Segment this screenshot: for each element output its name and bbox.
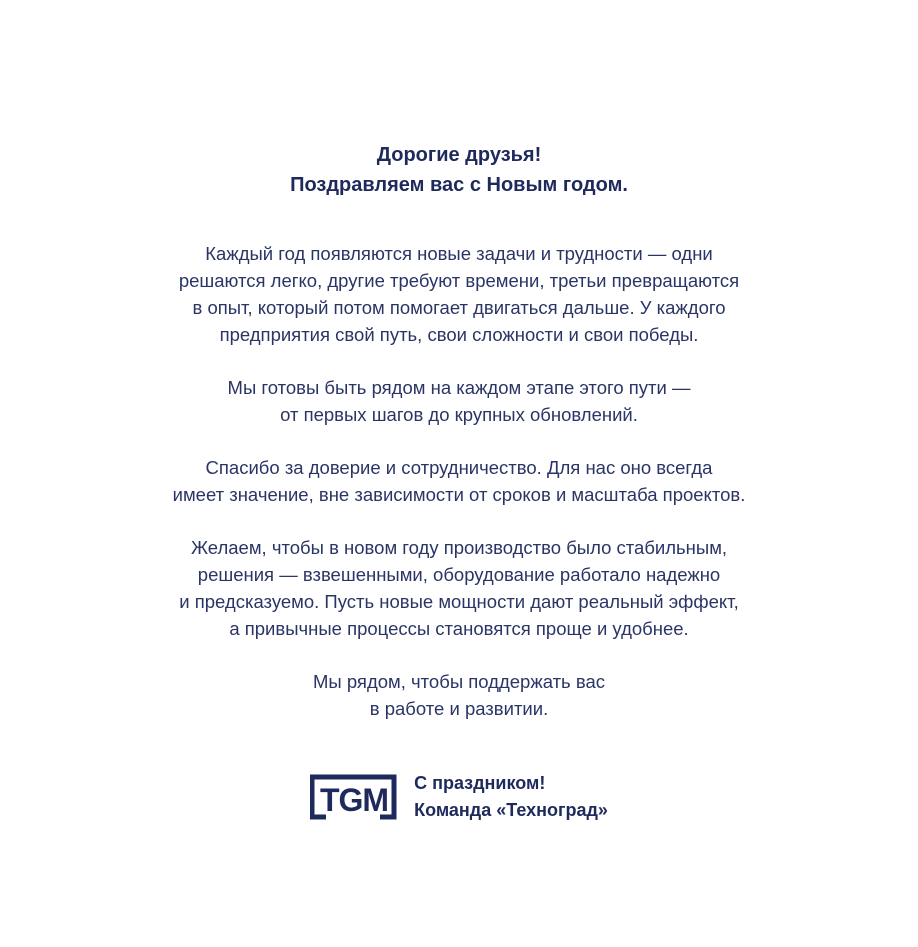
signature-block [0,770,918,824]
text-line: а привычные процессы становятся проще и удобнее. [229,618,689,639]
text-line: Мы готовы быть рядом на каждом этапе этого пути — [227,377,691,398]
svg-text:TGM: TGM [320,782,389,818]
paragraph-wishes [0,534,918,642]
greeting-heading [0,140,918,200]
tgm-logo [310,773,398,821]
signature-text [414,770,608,824]
text-line: и предсказуемо. Пусть новые мощности дают реальный эффект, [179,591,739,612]
paragraph-thanks [0,454,918,508]
text-line: Каждый год появляются новые задачи и трудности — одни [205,243,713,264]
signature-line-1: С праздником! [414,773,546,793]
text-line: в работе и развитии. [369,698,549,719]
greeting-line-2: Поздравляем вас с Новым годом. [290,174,628,196]
text-line: решения — взвешенными, оборудование работало надежно [197,564,721,585]
text-line: Спасибо за доверие и сотрудничество. Для нас оно всегда [205,457,713,478]
text-line: в опыт, который потом помогает двигаться дальше. У каждого [192,297,726,318]
text-line: Желаем, чтобы в новом году производство было стабильным, [190,537,728,558]
text-line: имеет значение, вне зависимости от сроков и масштаба проектов. [172,484,746,505]
text-line: Мы рядом, чтобы поддержать вас [313,671,605,692]
text-line: решаются легко, другие требуют времени, третьи превращаются [178,270,740,291]
text-line: предприятия свой путь, свои сложности и свои победы. [219,324,699,345]
greeting-line-1: Дорогие друзья! [376,144,542,166]
paragraph-challenges [0,240,918,348]
text-line: от первых шагов до крупных обновлений. [280,404,638,425]
signature-line-2: Команда «Техноград» [414,800,608,820]
paragraph-closing [0,668,918,722]
paragraph-support [0,374,918,428]
